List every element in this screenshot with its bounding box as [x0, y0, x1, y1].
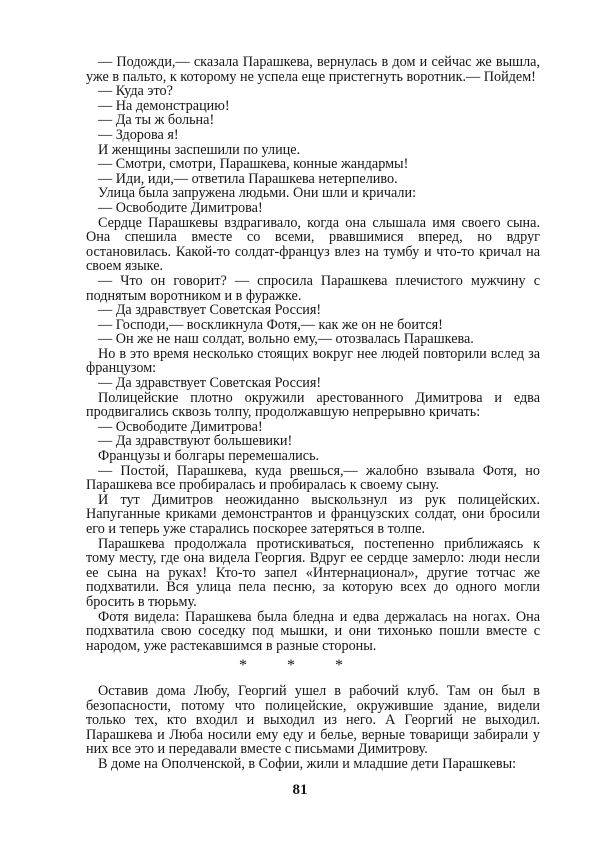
paragraph: — Подожди,— сказала Парашкева, вернулась в дом и сейчас же вышла, уже в пальто, к которому не успела еще пристегнуть воротник.— Пойдем!: [86, 54, 540, 85]
paragraph: — Да здравствуют большевики!: [98, 433, 293, 450]
paragraph: Сердце Парашкевы вздрагивало, когда она слышала имя своего сына. Она спешила вместе со всеми, рвавшимися вперед, но вдруг остановилась. Какой-то солдат-француз влез на тумбу и что-то кричал на своем языке.: [86, 214, 540, 275]
paragraph: — Да ты ж больна!: [98, 112, 215, 129]
paragraph: — Здорова я!: [98, 126, 179, 143]
paragraph: — Освободите Димитрова!: [98, 418, 263, 435]
paragraph: — Что он говорит? — спросила Парашкева плечистого мужчину с поднятым воротником и в фуражке.: [86, 272, 540, 304]
paragraph: Фотя видела: Парашкева была бледна и едва держалась на ногах. Она подхватила свою соседку под мышки, и они тихонько пошли вместе с народом, уже растекавшимся в разные стороны.: [86, 608, 540, 654]
paragraph: Оставив дома Любу, Георгий ушел в рабочий клуб. Там он был в безопасности, потому что полицейские, окружившие здание, видели только тех, кто входил и выходил из него. А Георгий не выходил. Парашкева и Люба носили ему еду и белье, верные товарищи забирали у них все это и передавали вместе с письмами Димитрову.: [86, 683, 540, 758]
paragraph: — Он же не наш солдат, вольно ему,— отозвалась Парашкева.: [98, 331, 474, 348]
paragraph: — Постой, Парашкева, куда рвешься,— жалобно взывала Фотя, но Парашкева все пробиралась и пробиралась к своему сыну.: [86, 462, 540, 494]
main-text: [86, 55, 540, 653]
paragraph: Улица была запружена людьми. Они шли и кричали:: [98, 185, 417, 202]
paragraph: — Иди, иди,— ответила Парашкева нетерпеливо.: [98, 170, 398, 187]
paragraph: — Да здравствует Советская Россия!: [98, 375, 322, 392]
paragraph: — Смотри, смотри, Парашкева, конные жандармы!: [98, 156, 409, 173]
paragraph: — На демонстрацию!: [98, 97, 230, 114]
section-separator: * * *: [239, 657, 361, 674]
paragraph: Парашкева продолжала протискиваться, постепенно приближаясь к тому месту, где она видела Георгия. Вдруг ее сердце замерло: люди несли ее сына на руках! Кто-то запел «Интернационал», другие тотчас же подхватили. Вся улица пела песню, за которую всех до одного могли бросить в тюрьму.: [86, 535, 540, 610]
continued-text: [86, 684, 540, 772]
paragraph: — Господи,— воскликнула Фотя,— как же он не боится!: [98, 316, 443, 333]
paragraph: И тут Димитров неожиданно выскользнул из рук полицейских. Напуганные криками демонстрантов и французских солдат, они бросили его и теперь уже старались поскорее затеряться в толпе.: [86, 491, 540, 537]
paragraph: — Куда это?: [98, 83, 173, 100]
page-number: 81: [292, 782, 308, 798]
paragraph: Французы и болгары перемешались.: [98, 448, 320, 465]
paragraph: В доме на Ополченской, в Софии, жили и младшие дети Парашкевы:: [98, 755, 517, 772]
paragraph: — Да здравствует Советская Россия!: [98, 302, 322, 319]
paragraph: Полицейские плотно окружили арестованного Димитрова и едва продвигались сквозь толпу, продолжавшую непрерывно кричать:: [86, 389, 540, 421]
paragraph: — Освободите Димитрова!: [98, 199, 263, 216]
paragraph: И женщины заспешили по улице.: [98, 141, 301, 158]
paragraph: Но в это время несколько стоящих вокруг нее людей повторили вслед за французом:: [86, 345, 540, 377]
